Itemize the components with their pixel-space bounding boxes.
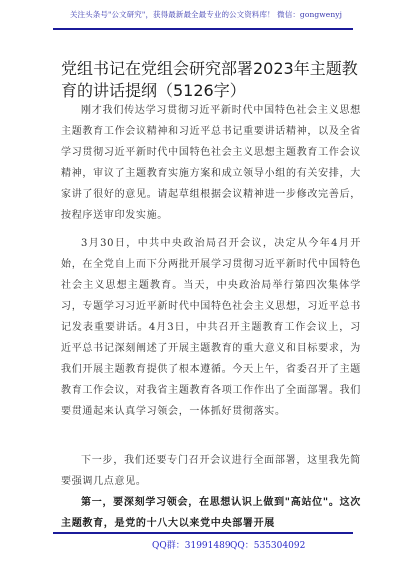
- page-header: [0, 0, 408, 58]
- header-divider: [53, 28, 353, 30]
- document-title: 党组书记在党组会研究部署2023年主题教育的讲话提纲（5126字）: [61, 59, 358, 100]
- footer-divider: [53, 532, 353, 534]
- footer-qq-group: QQ群：31991489: [152, 541, 231, 551]
- paragraph-1: 刚才我们传达学习贯彻习近平新时代中国特色社会主义思想主题教育工作会议精神和习近平总书记重要讲话精神，以及全省学习贯彻习近平新时代中国特色社会主义思想主题教育工作会议精神，审议了主题教育实施方案和成立领导小组的有关安排，大家讲了很好的意见。请起草组根据会议精神进一步修改完善后，按程序送审印发实施。: [61, 105, 361, 221]
- paragraph-3: 下一步，我们还要专门召开会议进行全面部署，这里我先简要强调几点意见。: [61, 455, 361, 487]
- paragraph-2: 3月30日，中共中央政治局召开会议，决定从今年4月开始，在全党自上而下分两批开展学习贯彻习近平新时代中国特色社会主义思想主题教育。当天，中央政治局举行第四次集体学习，专题学习习近平新时代中国特色社会主义思想，习近平总书记发表重要讲话。4月3日，中共召开主题教育工作会议上，习近平总书记深刻阐述了开展主题教育的重大意义和目标要求，为我们开展主题教育提供了根本遵循。今天上午，省委召开了主题教育工作会议，对我省主题教育各项工作作出了全面部署。我们要贯通起来认真学习领会，一体抓好贯彻落实。: [61, 238, 361, 417]
- page-footer: [0, 532, 408, 580]
- paragraph-4: 第一，要深刻学习领会，在思想认识上做到"高站位"。这次主题教育，是党的十八大以来党中央部署开展: [61, 497, 361, 529]
- header-promo-text: 关注头条号"公文研究"，获得最新最全最专业的公文资料库！ 微信：gongwenyj: [69, 10, 343, 19]
- footer-qq-contact: QQ：535304092: [230, 541, 306, 551]
